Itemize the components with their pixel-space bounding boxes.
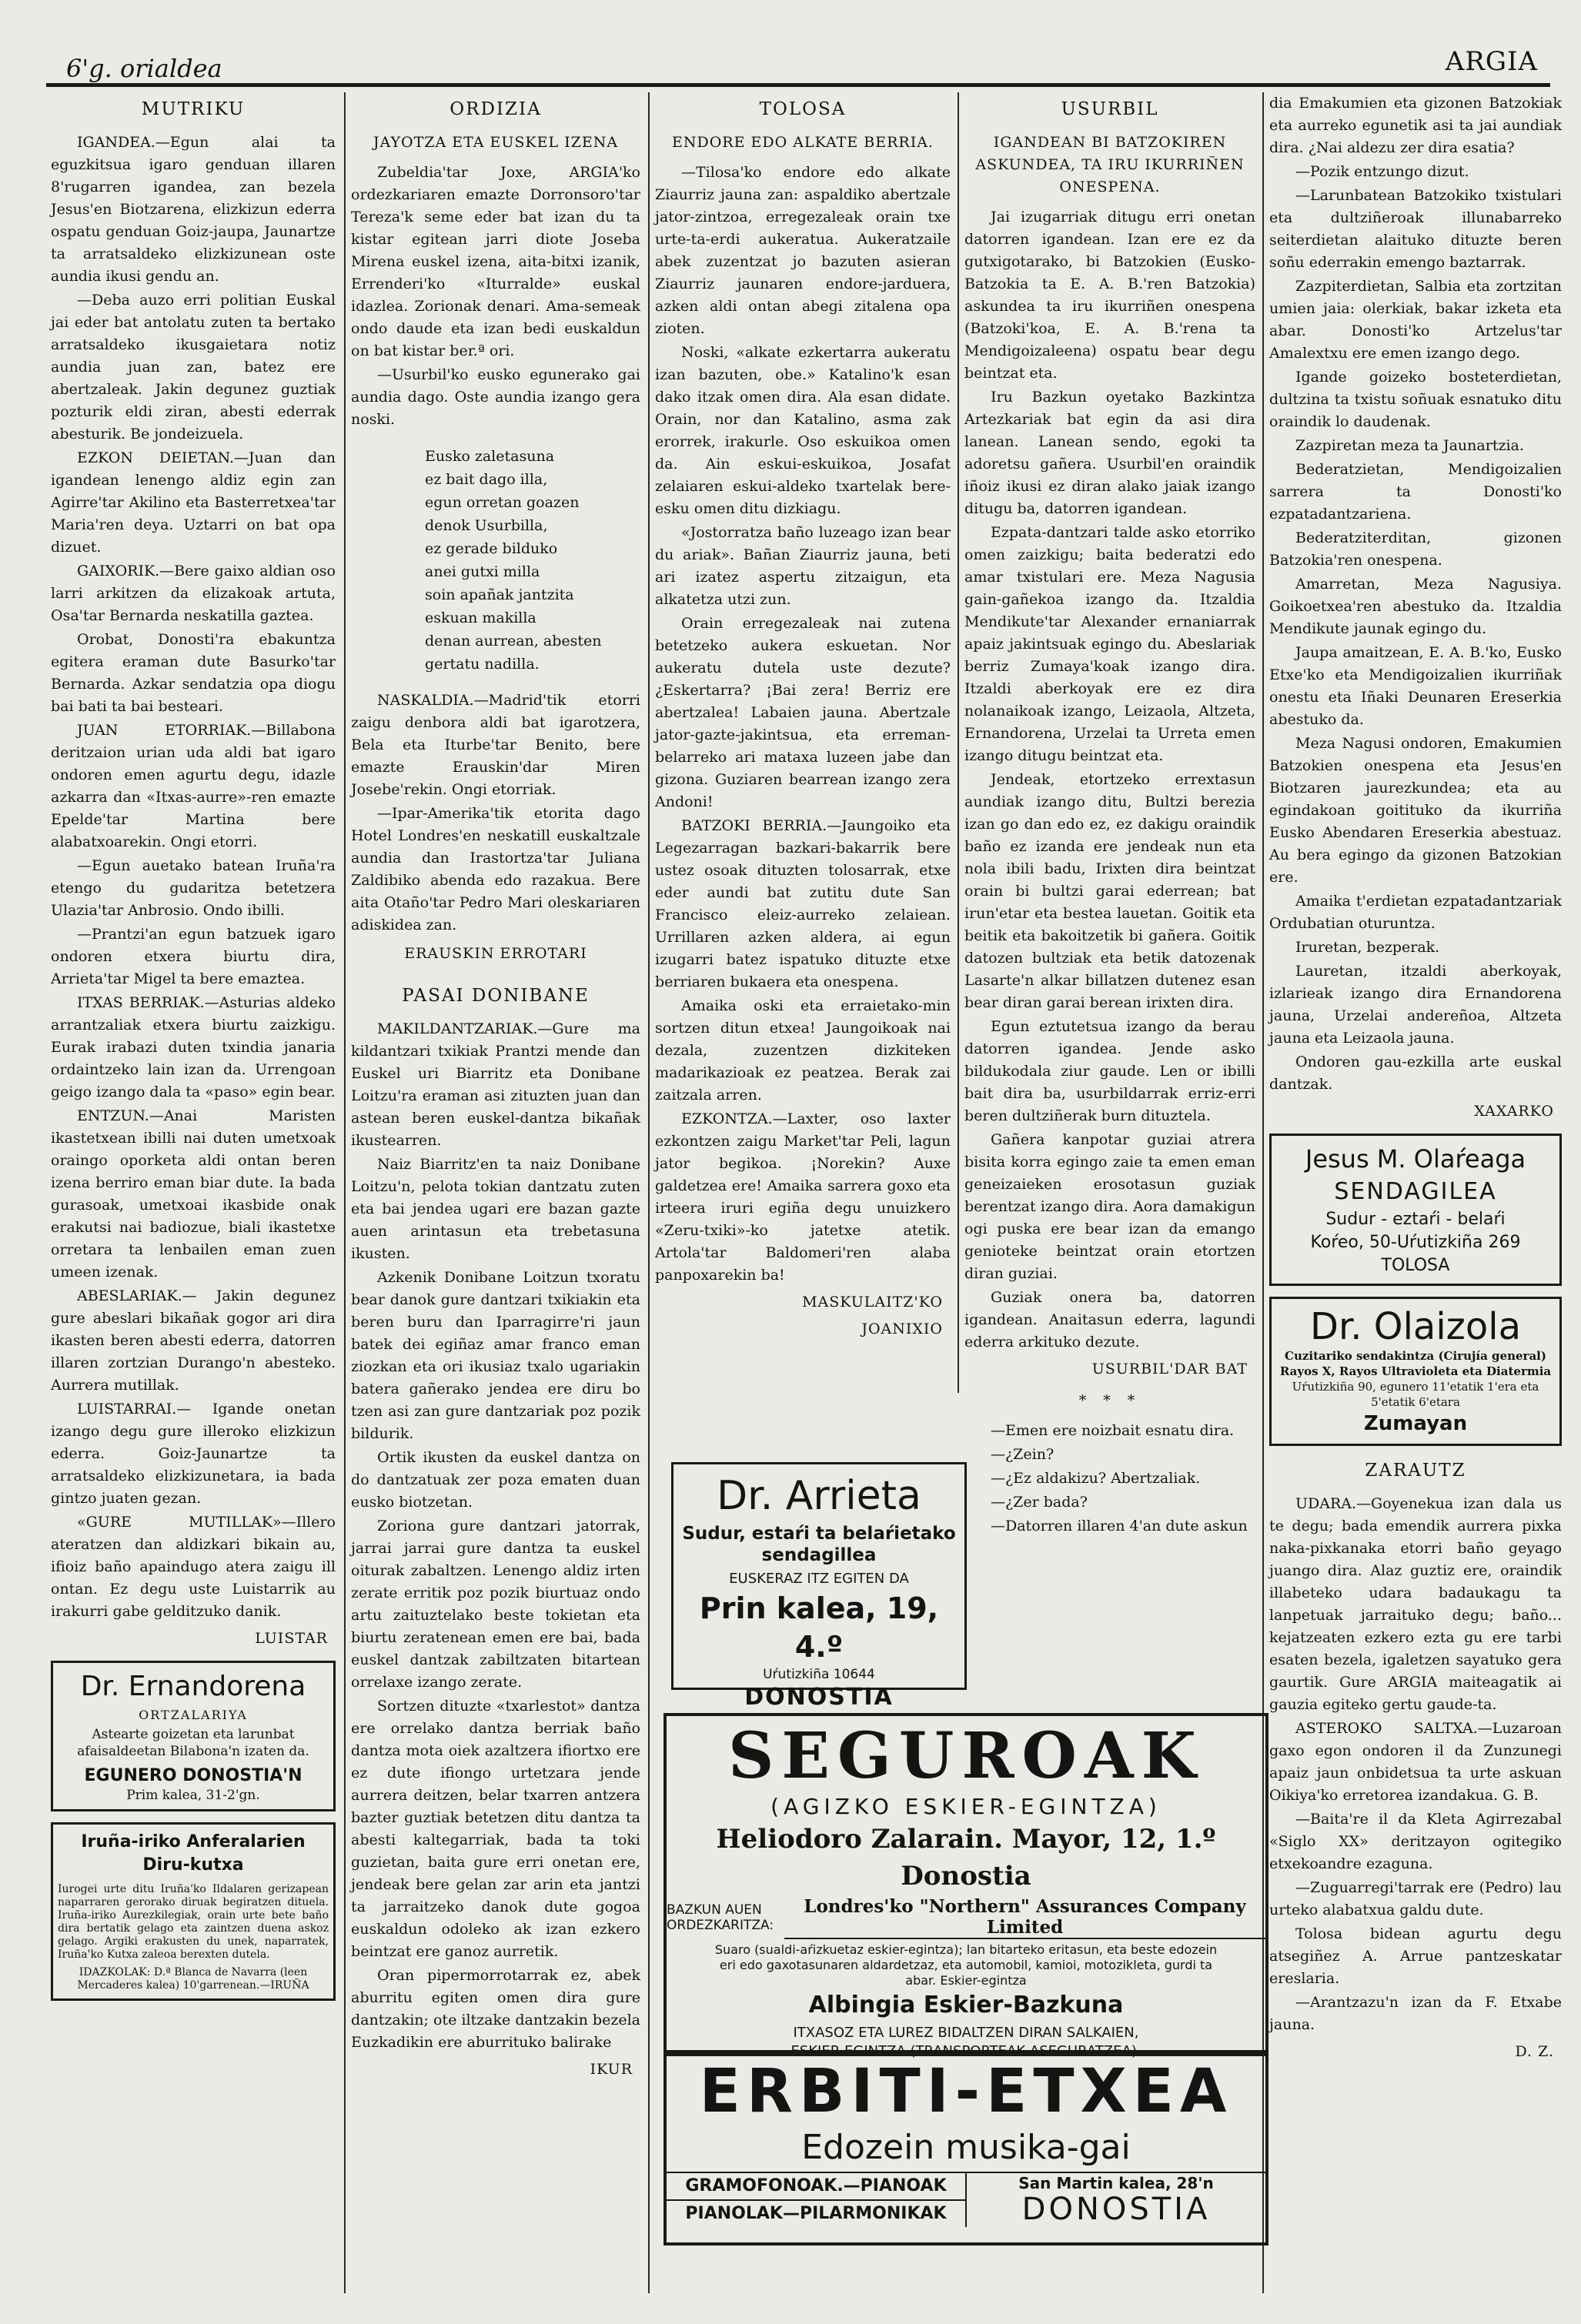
ad-seguroak [663,1713,1268,2059]
paragraph: —Ipar-Amerika'tik etorita dago Hotel Londres'en neskatill euskaltzale aundia dan Irastortza'tar Juliana Zaldibiko abenda edo razakua. Bere aita Otaño'tar Pedro Mari oleskariaren adiskidea zan. [351,805,640,933]
byline-name: JOANIXIO [861,1321,943,1337]
paragraph: Zazpiterdietan, Salbia eta zortzitan umien jaia: olerkiak, bakar izketa eta abar. Donosti'ko Artzelus'tar Amalextxu ere emen izango dego. [1269,278,1562,362]
page-number: 6'g. orialdea [66,54,222,83]
ad-brand: Albingia Eskier-Bazkuna [808,1992,1124,2018]
ad-role: SENDAGILEA [1334,1178,1497,1205]
paragraph: Sortzen dituzte «txarlestot» dantza ere orrelako dantza berriak baño dantza mota oiek azaltzera ifiortxo ere ez dute ifiongo urtetzara jende aurrera deitzen, belar txarren antzera bazter guztiak betetzen ditu dantza ta abesti kaltegarriak, bada ta toki guzietan, baita gure erri onetan ere, jendeak bere gelan zar arin eta jantzi ta jarraitzeko danok dute gogoa euskaldun odoleko ak izan ezkero beintzat ere ganoz aurretik. [351,1698,640,1960]
paragraph: Lauretan, itzaldi aberkoyak, izlarieak izango dira Ernandorena jauna, Urzelai andereñoa, Altzeta jauna eta Leizaola jauna. [1269,963,1562,1047]
poem-line: ez bait dago illa, [425,471,548,488]
paragraph: EZKONTZA.—Laxter, oso laxter ezkontzen zaigu Market'tar Peli, lagun jator begikoa. ¡Norekin? Auxe galdetzea ere! Amaika sarrera goxo eta irteera iruri egiña degu unuizkero «Zeru-txiki»-ko jatetxe atetik. Artola'tar Baldomeri'ren alaba panpoxarekin ba! [655,1110,951,1284]
paragraph: —Baita're il da Kleta Agirrezabal «Siglo XX» deritzayon ogitegiko etxekoandre ezaguna. [1269,1811,1562,1872]
ad-address: Prim kalea, 31-2'gn. [126,1788,260,1803]
ad-address: Prin kalea, 19, 4.º [699,1591,939,1664]
paragraph: Orobat, Donosti'ra ebakuntza egitera eraman dute Basurko'tar Bernarda. Azkar sendatzia opa diogu bai bati ta bai besteari. [51,631,336,715]
paragraph: BATZOKI BERRIA.—Jaungoiko eta Legezarragan bazkari-bakarrik bere ustez osoak dituzten tolosarrak, etxe eder aundi bat zutitu dute San Francisco eleiz-aurreko zelaiean. Urrillaren azken aldera, ai egun izugarri batez ispatuko dituzte etxe berriaren bukaera eta onespena. [655,817,951,990]
paragraph: ASTEROKO SALTXA.—Luzaroan gaxo egon ondoren il da Zunzunegi apaiz jaun onbidetsua ta urte askuan Oikiya'ko erretorea izandakua. G. B. [1269,1720,1562,1804]
paragraph: Amaika t'erdietan ezpatadantzariak Ordubatian oturuntza. [1269,893,1562,932]
paragraph: MAKILDANTZARIAK.—Gure ma kildantzari txikiak Prantzi mende dan Euskel uri Biarritz eta Donibane Loitzu'ra eraman asi zituzten juan dan astean beren euskel-dantza bikañak ikustearren. [351,1020,640,1149]
ad-phone: Uŕutizkiña 10644 [763,1667,875,1682]
poem-line: anei gutxi milla [425,563,540,580]
paragraph: dia Emakumien eta gizonen Batzokiak eta aurreko egunetik asi ta jai aundiak dira. ¿Nai aldezu zer dira esatia? [1269,95,1562,156]
ad-diru-kutxa [51,1822,336,2001]
paragraph: Ezpata-dantzari talde asko etorriko omen zaizkigu; baita bederatzi edo amar txistulari ere. Meza Nagusia gain-gañekoa izango da. Itzaldia Mendikute'tar Alexander ernaniarrak apaiz jakintsuak egingo du. Abeslariak berriz Zumaya'koak izango dira. Itzaldi aberkoyak ere ez dira nolanaikoak izango, Leizaola, Altzeta, Ernandorena, Urzelai ta Urreta emen izango ditugu beintzat eta. [964,524,1255,764]
ad-address: San Martin kalea, 28'n [1018,2174,1214,2192]
masthead-name: ARGIA [1445,46,1538,77]
poem-line: gertatu nadilla. [425,656,540,673]
ad-city: Zumayan [1363,1412,1468,1435]
ad-language: EUSKERAZ ITZ EGITEN DA [729,1571,909,1587]
paragraph: LUISTARRAI.— Igande onetan izango degu gure illeroko elizkizun ederra. Goiz-Jaunartze ta arratsaldeko elizkizunetara, ia bada gintzo juaten gezan. [51,1401,336,1507]
byline: XAXARKO [1474,1103,1554,1120]
poem [425,445,640,676]
section-subtitle: ENDORE EDO ALKATE BERRIA. [672,134,934,151]
dialogue-line: —Emen ere noizbait esnatu dira. [991,1422,1235,1439]
ad-text: Suaro (sualdi-aŕizkuetaz eskier-egintza); lan bitarteko eritasun, eta beste edozein eri edo gaxotasunaren aldardetzaz, eta automobil, kamioi, motozikleta, gurdi ta abar. Eskier-egintza [714,1942,1218,1988]
paragraph: JUAN ETORRIAK.—Billabona deritzaion urian uda aldi bat igaro ondoren emen agurtu degu, idazle azkarra dan «Itxas-aurre»-ren emazte Epelde'tar Martina bere alabatxoarekin. Ongi etorri. [51,722,336,850]
paragraph: Noski, «alkate ezkertarra aukeratu izan bazuten, obe.» Katalino'k esan dako itzak omen dira. Ala esan didate. Orain, nor dan Katalino, asma zak erorrek, irakurle. Oso eskuikoa omen da. Ain eskui-eskuikoa, Josafat zelaiaren eskui-aldeko txartelak bere-esku omen ditu dizkiagu. [655,344,951,517]
header-rule [46,83,1550,87]
ad-title: Iruña-iriko Anferalarien [81,1832,306,1852]
ad-title: SEGUROAK [728,1719,1204,1793]
ad-location [967,2173,1265,2227]
ad-line: ESKIER-EGINTZA (TRANSPORTEAK ASEGURATZEA). [790,2043,1141,2059]
ad-city: DONOSTIA [744,1684,894,1711]
paragraph: —Arantzazu'n izan da F. Etxabe jauna. [1269,1994,1562,2033]
ad-erbiti-etxea [663,2053,1268,2246]
separator-stars: * * * [1078,1392,1141,1409]
paragraph: Naiz Biarritz'en ta naiz Donibane Loitzu'n, pelota tokian dantzatu zuten eta bai jendea ugari ere bazan gazte auen arintasun eta trebetasuna ikusten. [351,1156,640,1262]
paragraph: NASKALDIA.—Madrid'tik etorri zaigu denbora aldi bat igarotzera, Bela eta Iturbe'tar Benito, bere emazte Erauskin'dar Miren Josebe'rekin. Ongi etorriak. [351,692,640,798]
paragraph: IGANDEA.—Egun alai ta eguzkitsua igaro genduan illaren 8'rugarren igandea, zan bezela Jesus'en Biotzarena, elizkizun ederra ospatu genduan Goiz-jaupa, Jaunartze ta arratsaldeko elizkizunean oste aundia ikusi gendu an. [51,134,336,285]
column-tolosa [655,92,951,1385]
paragraph: Guziak onera ba, datorren igandean. Anaitasun ederra, lagundi ederra arkituko dezute. [964,1289,1255,1351]
ad-text: Iurogei urte ditu Iruña'ko Ildalaren gerizapean naparraren gerorako diruak begiratzen dituela. Iruña-iriko Aurezkilegiak, orain urte bete baño dira bertatik gelago eta zaintzen duena askoz gelago. Argiki erakusten du unek, naparratek, Iruña'ko Kutxa zaleoa berexten dutela. [58,1883,329,1961]
paragraph: Oran pipermorrotarrak ez, abek aburritu egiten omen dira gure dantzakin; ote iltzake dantzakin bezela Euzkadikin ere aburrituko balirake [351,1967,640,2051]
poem-line: denok Usurbilla, [425,517,548,534]
poem-line: egun orretan goazen [425,494,580,511]
paragraph: Bederatziterditan, gizonen Batzokia'ren onespena. [1269,529,1562,569]
section-title: ZARAUTZ [1365,1461,1466,1481]
dialogue-line: —¿Ez aldakizu? Abertzaliak. [991,1470,1201,1487]
ad-subtitle: Diru-kutxa [142,1855,244,1875]
paragraph: ABESLARIAK.— Jakin degunez gure abeslari bikañak gogor ari dira ikasten beren abesti ederra, datorren illaren zortzian Durango'n abesteko. Aurrera mutillak. [51,1287,336,1394]
byline: LUISTAR [255,1630,328,1647]
ad-rep-label: BAZKUN AUEN ORDEZKARITZA: [667,1902,774,1933]
section-title: ORDIZIA [450,99,542,119]
paragraph: UDARA.—Goyenekua izan dala us te degu; bada emendik aurrera pixka naka-pixkanaka etorri baño geyago juango dira. Alaz guztiz ere, oraindik illabeteko udara badaukagu ta lanpetuak jarraituko degu; baño... kejatzeaten ezkero ezta gu ere tarbi esaten bezela, igaletzen sayatuko gera gaurtik. Gure ARGIA maiteagatik ai gauzia egiteko gertu gaude-ta. [1269,1495,1562,1713]
paragraph: Bederatzietan, Mendigoizalien sarrera ta Donosti'ko ezpatadantzariena. [1269,461,1562,523]
byline: MASKULAITZ'KO [802,1294,943,1311]
paragraph: Tolosa bidean agurtu degu atsegiñez A. Arrue pantzeskatar ereslaria. [1269,1925,1562,1987]
ad-agent: Heliodoro Zalarain. Mayor, 12, 1.º Donostia [716,1824,1216,1892]
poem-line: Eusko zaletasuna [425,448,555,465]
ad-olareaga [1269,1134,1562,1286]
section-subtitle: IGANDEAN BI BATZOKIREN ASKUNDEA, TA IRU IKURRIÑEN ONESPENA. [975,134,1245,195]
section-subtitle: JAYOTZA ETA EUSKEL IZENA [373,134,619,151]
ad-arrieta [671,1462,967,1711]
paragraph: Zazpiretan meza ta Jaunartzia. [1295,437,1524,454]
ad-title: Dr. Arrieta [717,1473,921,1519]
ad-title: Dr. Olaizola [1310,1305,1521,1348]
paragraph: —Larunbatean Batzokiko txistulari eta dultziñeroak illunabarreko seiterdietan alaituko dituzte beren soñu ederrakin emengo baztarrak. [1269,187,1562,271]
ad-line: Rayos X, Rayos Ultravioleta eta Diatermia [1279,1364,1552,1378]
dialogue-line: —Datorren illaren 4'an dute askun [991,1518,1248,1534]
ad-line: ITXASOZ ETA LUREZ BIDALTZEN DIRAN SALKAIEN, [793,2025,1139,2041]
paragraph: ITXAS BERRIAK.—Asturias aldeko arrantzaliak etxera biurtu zaizkigu. Eurak irabazi duten txindia janaria ordaintzeko lain izan da. Urrengoan geigo izango dala ta «paso» egin bear. [51,994,336,1100]
section-title: TOLOSA [759,99,847,119]
paragraph: ENTZUN.—Anai Maristen ikastetxean ibilli nai duten umetxoak oraingo oporketa aldi ontan beren izena berriro eman biar dute. Ia bada gurasoak, umetxoai ikasbide onak erakutsi nai badiozue, biali ikastetxe orretara ta lenbailen eman zuen umeen izenak. [51,1107,336,1281]
ad-products [667,2173,967,2227]
paragraph: Jaupa amaitzean, E. A. B.'ko, Eusko Etxe'ko eta Mendigoizalien ikurriñak onestu eta Iñaki Deunaren Ereserkia abestuko da. [1269,644,1562,728]
column-divider [344,92,346,2293]
byline: D. Z. [1515,2043,1554,2060]
paragraph: Orain erregezaleak nai zutena betetzeko aukera eskuetan. Nor aukeratu dutela uste dezute? ¿Eskertarra? ¡Bai zera! Berriz ere abertzalea! Labaien jauna. Abertzale jator-gazte-jakintsua, eta erreman-belarreko ari mataxa luzeen jabe dan gizona. Guziaren bearrean izango zera Andoni! [655,615,951,810]
column-divider [958,92,959,1393]
paragraph: «GURE MUTILLAK»—Illero ateratzen dan aldizkari bikain au, ifioiz baño apaindugo atera zaigu ill ontan. Ez degu uste Luistarrik au irakurri gabe gelditzuko danik. [51,1514,336,1620]
paragraph: Ortik ikusten da euskel dantza on do dantzatuak zer poza ematen duan eusko biotzetan. [351,1449,640,1511]
paragraph: —Egun auetako batean Iruña'ra etengo du gudaritza betetzera Ulazia'tar Anbrosio. Ondo ibilli. [51,857,336,919]
paragraph: —Prantzi'an egun batzuek igaro ondoren etxera biurtu dira, Arrieta'tar Migel ta bere emaztea. [51,926,336,987]
ad-city: DONOSTIA [1021,2192,1211,2227]
paragraph: Egun eztutetsua izango da berau datorren igandea. Jende asko bildukodala ziur gaude. Len or ibilli bait dira ba, usurbildarrak erriz-erri beren dultziñerak burn dituztela. [964,1018,1255,1124]
ad-product-line: GRAMOFONOAK.—PIANOAK [685,2176,947,2195]
ad-address: IDAZKOLAK: D.ª Blanca de Navarra (leen Mercaderes kalea) 10'garrenean.—IRUÑA [77,1966,309,1992]
paragraph: Iru Bazkun oyetako Bazkintza Artezkariak bat egin da asi dira lanean. Lanean sendo, egoki ta adoretsu gañera. Usurbil'en oraindik iñoiz ikusi ez diran alako jaiak izango ditugu ba, datorren igandean. [964,389,1255,517]
ad-footer [667,2172,1265,2227]
paragraph: Meza Nagusi ondoren, Emakumien Batzokien onespena eta Jesus'en Biotzaren jaurezkundea; eta au egindakoan goitituko da ikurriña Eusko Abendaren Ereserkia abestuaz. Au bera egingo da gizonen Batzokian ere. [1269,735,1562,886]
ad-text: Astearte goizetan eta larunbat afaisaldeetan Bilabona'n izaten da. [77,1727,309,1759]
poem-line: soin apañak jantzita [425,586,574,603]
ad-role: ORTZALARIYA [139,1708,248,1722]
paragraph: «Jostorratza baño luzeago izan bear du ariak». Bañan Ziaurriz jauna, beti ari izatez aspertu zitzaigun, eta alkatetza utzi zun. [655,524,951,608]
ad-specialty: Sudur - eztaŕi - belaŕi [1325,1210,1506,1229]
ad-city: TOLOSA [1381,1256,1450,1275]
section-title: PASAI DONIBANE [402,986,590,1006]
byline: ERAUSKIN ERROTARI [404,945,587,962]
poem-line: denan aurrean, abesten [425,633,602,649]
paragraph: Iruretan, bezperak. [1295,939,1440,956]
ad-location: EGUNERO DONOSTIA'N [84,1766,302,1785]
paragraph: —Usurbil'ko eusko egunerako gai aundia dago. Oste aundia izango gera noski. [351,366,640,428]
paragraph: Ondoren gau-ezkilla arte euskal dantzak. [1269,1053,1562,1093]
paragraph: Amaika oski eta erraietako-min sortzen ditun etxea! Jaungoikoak nai dezala, zuzentzen dizkiteken madarikazioak ez peatzea. Berak zai zaitzala arren. [655,997,951,1104]
paragraph: GAIXORIK.—Bere gaixo aldian oso larri arkitzen da elizakoak artuta, Osa'tar Bernarda neskatilla gaztea. [51,563,336,624]
column-continuation [1269,92,1562,2293]
dialogue-line: —¿Zein? [991,1446,1055,1463]
ad-specialty: Sudur, estaŕi ta belaŕietako sendagillea [682,1524,956,1565]
paragraph: —Tilosa'ko endore edo alkate Ziaurriz jauna zan: aspaldiko abertzale jator-zintzoa, erregezaleak orain txe urte-ta-erdi aukeratua. Aukeratzaile abek zuzentzat jo bazuten asieran Ziaurriz jaunaren endore-jarduera, azken aldi ontan abegi zitalena opa zioten. [655,164,951,337]
ad-line: Cuzitariko sendakintza (Cirujía general) [1285,1349,1546,1363]
ad-line: Uŕutizkiña 90, egunero 11'etatik 1'era eta 5'etatik 6'etara [1292,1380,1539,1409]
paragraph: Amarretan, Meza Nagusiya. Goikoetxea'ren abestuko da. Itzaldia Mendikute jaunak egingo du. [1269,576,1562,637]
paragraph: Jendeak, etortzeko errextasun aundiak izango ditu, Bultzi berezia izan go dan edo ez, ez dakigu oraindik baño ez izanda ere jendeak nun eta nola ibili badu, Irixten dira beintzat orain bi bultzi garai ederrean; bat irun'etar eta bestea lauetan. Goitik eta beitik eta bakoitzetik bi gañera. Goitik datozen bultziak eta betik datozenak Lasarte'n alkar billatzen dutenez esan bear diran garai berean irixten dira. [964,771,1255,1011]
column-mutriku [51,92,336,2293]
ad-title: ERBITI-ETXEA [699,2057,1233,2126]
ad-address: Koŕeo, 50-Uŕutizkiña 269 [1310,1233,1521,1252]
ad-representation [667,1896,1265,1939]
section-title: MUTRIKU [141,99,246,119]
ad-subtitle: (AGIZKO ESKIER-EGINTZA) [770,1794,1162,1819]
ad-product-line: PIANOLAK—PILARMONIKAK [667,2199,965,2227]
paragraph: Zubeldia'tar Joxe, ARGIA'ko ordezkariaren emazte Dorronsoro'tar Tereza'k seme eder bat izan du ta kistar egitean jarri diote Joseba Mirena euskel izena, aita-bitxi izanik, Errenderi'ko «Iturralde» euskal idazlea. Zorionak denari. Ama-semeak ondo daude eta izan bedi euskaldun on bat kistar ber.ª ori. [351,164,640,359]
ad-company: Londres'ko "Northern" Assurances Company Limited [784,1896,1265,1939]
poem-line: ez gerade bilduko [425,540,558,557]
paragraph: Azkenik Donibane Loitzun txoratu bear danok gure dantzari txikiakin eta beren buru dan Iparragirre'ri jaun batek dei egiñaz amar franco eman ziozkan eta ori ikusiaz txalo ugariakin batera gañerako jendea ere diru bo tzen asi zan gure dantzariak poz pozik bildurik. [351,1269,640,1442]
paragraph: —Zuguarregi'tarrak ere (Pedro) lau urteko alabatxua galdu dute. [1269,1879,1562,1918]
paragraph: EZKON DEIETAN.—Juan dan igandean lenengo aldiz egin zan Agirre'tar Akilino eta Basterretxea'tar Maria'ren deya. Uztarri on bat opa dizuet. [51,449,336,556]
ad-title: Dr. Ernandorena [80,1671,306,1702]
poem-line: eskuan makilla [425,609,536,626]
paragraph: —Pozik entzungo dizut. [1295,163,1469,180]
column-usurbil [964,92,1255,1534]
section-title: USURBIL [1061,99,1159,119]
paragraph: Gañera kanpotar guziai atrera bisita korra egingo zaie ta emen eman geneizaieken erosotasun guziak berentzat izango dira. Aora damakigun ogi puska ere bear izan da emango genioteke beintzat orain etortzen diran guziai. [964,1131,1255,1282]
ad-olaizola [1269,1297,1562,1446]
ad-title: Jesus M. Olaŕeaga [1305,1144,1526,1174]
ad-ernandorena [51,1661,336,1811]
paragraph: —Deba auzo erri politian Euskal jai eder bat antolatu zuten ta bertako arratsaldeko ikusgaietara notiz aundia juan zan, batez ere abertzaleak. Jakin degunez guztiak pozturik eldi ziran, abesti ederrak abesturik. Be jondeizuela. [51,292,336,442]
column-divider [648,92,650,2293]
column-ordizia [351,92,640,2293]
paragraph: Jai izugarriak ditugu erri onetan datorren igandean. Izan ere ez da gutxigotarako, bi Batzokien (Eusko-Batzokia ta E. A. B.'ren Batzokia) askundea ta iru ikurriñen onespena (Batzoki'koa, E. A. B.'rena ta Mendigoizaleena) ospatu bear degu beintzat eta. [964,209,1255,382]
paragraph: Zoriona gure dantzari jatorrak, jarrai jarrai gure dantza ta euskel oiturak zabaltzen. Lenengo aldiz irten zerate erritik poz pozik biurtuaz ondo artu zaituztelako beste tokietan eta biurtu zeratenean emen ere bai, bada euskel dantzak zabiltzaten bitartean orrelaxe izango zerate. [351,1518,640,1691]
paragraph: Igande goizeko bosteterdietan, dultzina ta txistu soñuak esnatuko ditu oraindik lo daudenak. [1269,369,1562,430]
byline: IKUR [590,2061,633,2078]
dialogue-line: —¿Zer bada? [991,1494,1088,1511]
byline: USURBIL'DAR BAT [1091,1361,1248,1377]
ad-subtitle: Edozein musika-gai [801,2128,1131,2167]
